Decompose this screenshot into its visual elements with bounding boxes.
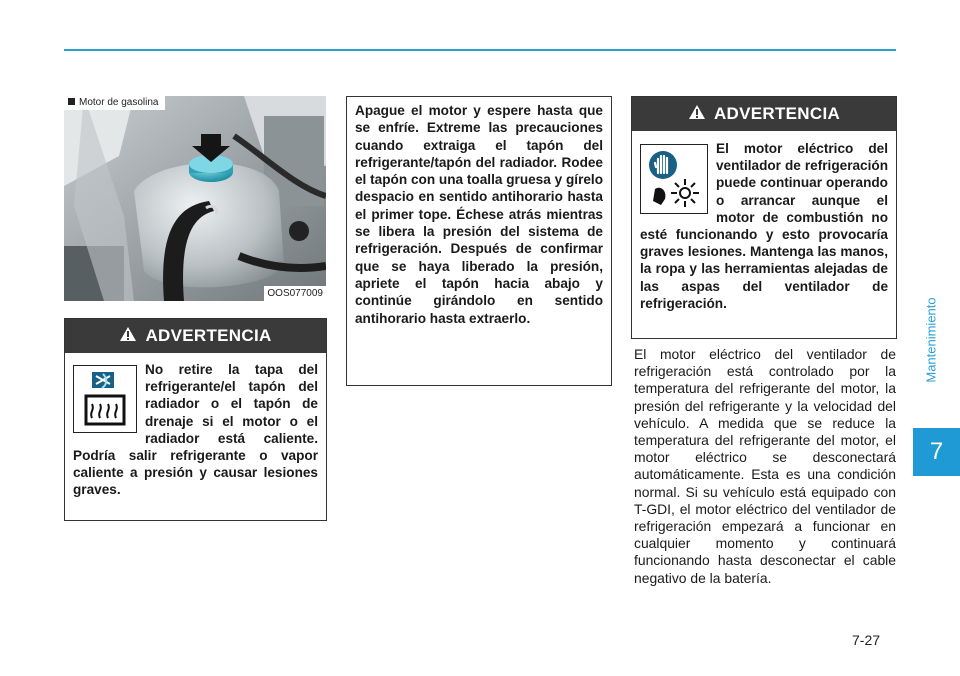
chapter-tab: 7 <box>913 428 960 476</box>
warning-box-cooling-fan <box>631 96 897 339</box>
warning-box-coolant-cap <box>64 318 327 521</box>
body-paragraph: El motor eléctrico del ventilador de refrigeración está controlado por la temperatura del refrigerante del motor, la presión del refrigerante y la velocidad del vehículo. A medida que se reduce la temperatura del refrigerante del motor, el motor eléctrico se desconectará automáticamente. Esta es una condición normal. Si su vehículo está equipado con T-GDI, el motor eléctrico del ventilador de refrigeración empezará a funcionar en cualquier momento y continuará funcionando hasta desconectar el cable negativo de la batería. <box>634 346 896 586</box>
section-label-text: Mantenimiento <box>923 297 939 383</box>
hand-stop-fan-icon <box>640 144 708 214</box>
warning-continued-text: Apague el motor y espere hasta que se enfríe. Extreme las precauciones cuando extraiga el tapón del refrigerante/tapón del radiador. Rodee el tapón con una toalla gruesa y gírelo despacio en sentido antihorario hasta el primer tope. Échese atrás mientras se libera la presión del sistema de refrigeración. Después de confirmar que se haya liberado la presión, apriete el tapón hacia abajo y continúe girándolo en sentido antihorario hasta extraerlo. <box>355 103 603 326</box>
warning-header <box>65 319 326 353</box>
warning-body <box>65 353 326 499</box>
hot-coolant-burn-icon <box>73 365 137 433</box>
figure-caption: Motor de gasolina <box>64 96 165 110</box>
warning-text: El motor eléctrico del ventilador de refrigeración puede continuar operando o arrancar aunque el motor de combustión no esté funcionando y esto provocaría graves lesiones. Mantenga las manos, la ropa y las herramientas alejadas de las aspas del ventilador de refrigeración. <box>640 141 888 311</box>
warning-text: No retire la tapa del refrigerante/el tapón del radiador o el tapón de drenaje si el motor o el radiador está caliente. Podría salir refrigerante o vapor caliente a presión y causar lesiones graves. <box>73 362 318 498</box>
engine-compartment-illustration <box>64 96 326 301</box>
warning-box-continued <box>346 96 612 386</box>
page-number: 7-27 <box>852 632 881 648</box>
warning-title: ADVERTENCIA <box>713 104 841 123</box>
warning-triangle-icon <box>119 326 137 347</box>
warning-body <box>632 131 896 312</box>
figure-code: OOS077009 <box>264 286 326 301</box>
bullet-square-icon <box>68 98 75 105</box>
warning-header <box>632 97 896 131</box>
top-rule <box>64 49 896 51</box>
warning-triangle-icon <box>688 104 706 125</box>
engine-photo <box>64 96 326 301</box>
warning-title: ADVERTENCIA <box>145 326 272 345</box>
